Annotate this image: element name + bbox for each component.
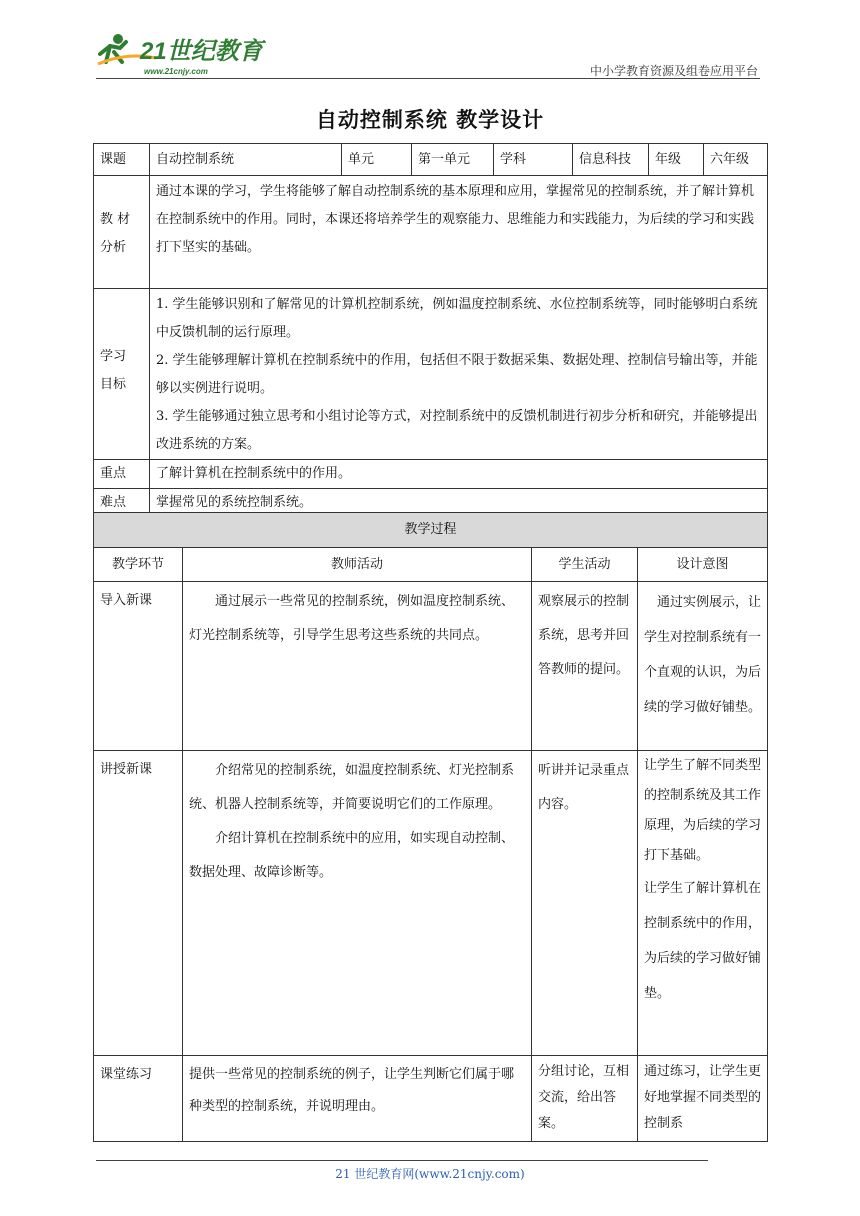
- difficulty-text: 掌握常见的系统控制系统。: [150, 489, 768, 518]
- process-title: 教学过程: [94, 513, 768, 548]
- objective-item: 2. 学生能够理解计算机在控制系统中的作用，包括但不限于数据采集、数据处理、控制信号输出等，并能够以实例进行说明。: [156, 353, 758, 396]
- teacher-activity: 提供一些常见的控制系统的例子，让学生判断它们属于哪种类型的控制系统，并说明理由。: [183, 1056, 532, 1142]
- stage-cell: 讲授新课: [94, 751, 183, 1056]
- table-row: [94, 751, 768, 1056]
- header-intent: 设计意图: [638, 548, 768, 582]
- student-activity: 听讲并记录重点内容。: [532, 751, 638, 1056]
- footer-link[interactable]: 21 世纪教育网(www.21cnjy.com): [335, 1167, 525, 1181]
- header-student: 学生活动: [532, 548, 638, 582]
- stage-cell: 课堂练习: [94, 1056, 183, 1142]
- analysis-text: 通过本课的学习，学生将能够了解自动控制系统的基本原理和应用，掌握常见的控制系统，并了解计算机在控制系统中的作用。同时，本课还将培养学生的观察能力、思维能力和实践能力，为后续的学习和实践打下坚实的基础。: [150, 176, 768, 289]
- platform-label: 中小学教育资源及组卷应用平台: [589, 64, 758, 78]
- teaching-process-table: [93, 512, 768, 1142]
- objective-item: 1. 学生能够识别和了解常见的计算机控制系统，例如温度控制系统、水位控制系统等，同时能够明白系统中反馈机制的运行原理。: [156, 297, 758, 340]
- logo-url: www.21cnjy.com: [144, 67, 208, 76]
- logo: [96, 32, 266, 76]
- subject-label: 学科: [494, 144, 573, 176]
- key-point-label: 重点: [94, 460, 150, 489]
- design-intent: 通过实例展示，让学生对控制系统有一个直观的认识，为后续的学习做好铺垫。: [638, 582, 768, 751]
- unit-label: 单元: [342, 144, 412, 176]
- lesson-info-table: [93, 143, 768, 518]
- table-row: [94, 582, 768, 751]
- header-teacher: 教师活动: [183, 548, 532, 582]
- table-row: [94, 1056, 768, 1142]
- header-stage: 教学环节: [94, 548, 183, 582]
- design-intent: 通过练习，让学生更好地掌握不同类型的控制系: [638, 1056, 768, 1142]
- objectives-list: [150, 289, 768, 460]
- footer-divider: [96, 1160, 708, 1161]
- page-header: [96, 30, 760, 79]
- difficulty-label: 难点: [94, 489, 150, 518]
- topic-label: 课题: [94, 144, 150, 176]
- objective-item: 3. 学生能够通过独立思考和小组讨论等方式，对控制系统中的反馈机制进行初步分析和研究，并能够提出改进系统的方案。: [156, 409, 758, 452]
- grade-value: 六年级: [704, 144, 768, 176]
- student-activity: 分组讨论，互相交流，给出答案。: [532, 1056, 638, 1142]
- stage-cell: 导入新课: [94, 582, 183, 751]
- key-point-text: 了解计算机在控制系统中的作用。: [150, 460, 768, 489]
- objectives-label: 学习 目标: [94, 289, 150, 460]
- grade-label: 年级: [649, 144, 704, 176]
- unit-value: 第一单元: [412, 144, 494, 176]
- analysis-label: 教 材 分析: [94, 176, 150, 289]
- document-title: 自动控制系统 教学设计: [315, 108, 545, 132]
- logo-text: 21世纪教育: [140, 38, 263, 65]
- topic-value: 自动控制系统: [150, 144, 342, 176]
- student-activity: 观察展示的控制系统，思考并回答教师的提问。: [532, 582, 638, 751]
- logo-runner-icon: [96, 32, 266, 68]
- design-intent: 让学生了解不同类型的控制系统及其工作原理，为后续的学习打下基础。 让学生了解计算机在控制系统中的作用，为后续的学习做好铺垫。: [638, 751, 768, 1056]
- subject-value: 信息科技: [573, 144, 649, 176]
- teacher-activity: 通过展示一些常见的控制系统，例如温度控制系统、灯光控制系统等，引导学生思考这些系统的共同点。: [183, 582, 532, 751]
- teacher-activity: 介绍常见的控制系统，如温度控制系统、灯光控制系统、机器人控制系统等，并简要说明它们的工作原理。 介绍计算机在控制系统中的应用，如实现自动控制、数据处理、故障诊断等。: [183, 751, 532, 1056]
